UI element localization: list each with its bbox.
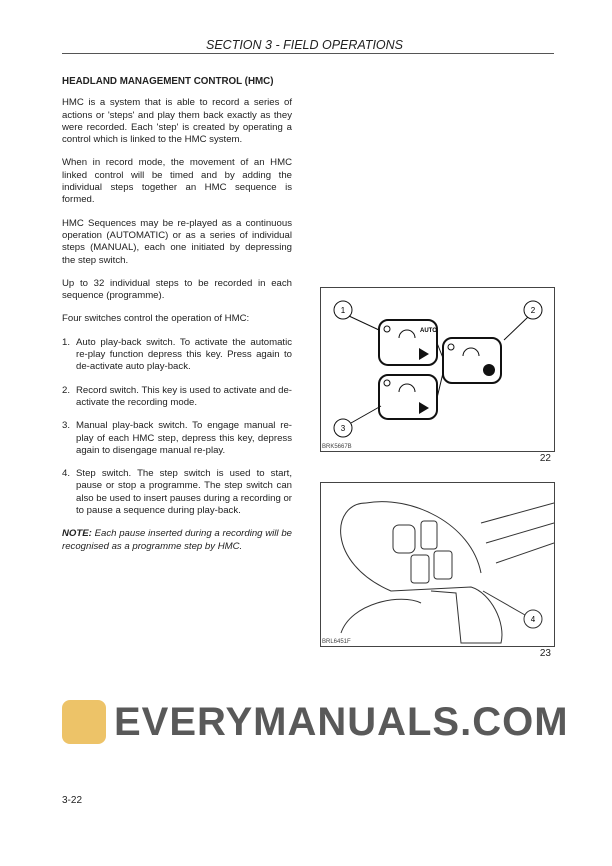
figure-number: 23 bbox=[539, 648, 551, 659]
paragraph: When in record mode, the movement of an HMC linked control will be timed and by adding the individual steps together an HMC sequence is formed. bbox=[62, 157, 292, 206]
paragraph: Up to 32 individual steps to be recorded in each sequence (programme). bbox=[62, 277, 292, 302]
page-number: 3-22 bbox=[62, 795, 83, 806]
section-header: SECTION 3 - FIELD OPERATIONS bbox=[206, 38, 404, 52]
watermark-logo bbox=[62, 700, 106, 744]
list-number: 3. bbox=[62, 420, 71, 432]
header-rule bbox=[62, 53, 554, 54]
list-item bbox=[62, 385, 292, 410]
callout-1: 1 bbox=[340, 306, 346, 315]
paragraph: Four switches control the operation of HMC: bbox=[62, 313, 250, 325]
list-number: 2. bbox=[62, 384, 71, 396]
list-item bbox=[62, 337, 292, 374]
hmc-switch-diagram bbox=[321, 288, 554, 451]
note bbox=[62, 528, 292, 553]
figure-code: BRL6451F bbox=[322, 639, 351, 645]
callout-4: 4 bbox=[530, 615, 536, 624]
figure-hmc-switches bbox=[320, 287, 555, 452]
note-text: Each pause inserted during a recording will be recognised as a programme step by HMC. bbox=[62, 528, 292, 552]
figure-control-lever bbox=[320, 482, 555, 647]
list-number: 1. bbox=[62, 336, 71, 348]
paragraph: HMC Sequences may be re-played as a continuous operation (AUTOMATIC) or as a series of individual steps (MANUAL), each one initiated by depressing the step switch. bbox=[62, 217, 292, 266]
list-item bbox=[62, 420, 292, 457]
list-number: 4. bbox=[62, 468, 71, 480]
list-text: Manual play-back switch. To engage manual re-play of each HMC step, depress this key, depress again to disengage manual re-play. bbox=[76, 420, 292, 456]
list-item bbox=[62, 468, 292, 517]
text-column bbox=[62, 76, 292, 564]
list-text: Auto play-back switch. To activate the automatic re-play function depress this key. Press again to de-activate auto play-back. bbox=[76, 336, 292, 373]
paragraph: HMC is a system that is able to record a series of actions or 'steps' and play them back exactly as they were recorded. Each 'step' is created by operating a control which is linked to the HMC system. bbox=[62, 97, 292, 146]
auto-label: AUTO bbox=[420, 328, 437, 334]
heading: HEADLAND MANAGEMENT CONTROL (HMC) bbox=[62, 76, 274, 87]
list-text: Step switch. The step switch is used to start, pause or stop a programme. The step switch can also be used to insert pauses during a recording or to pause a sequence during play-back. bbox=[76, 468, 292, 517]
list-text: Record switch. This key is used to activate and de-activate the recording mode. bbox=[76, 384, 292, 408]
control-lever-illustration bbox=[321, 483, 554, 646]
callout-3: 3 bbox=[340, 424, 346, 433]
figure-code: BRK5667B bbox=[322, 444, 352, 450]
callout-2: 2 bbox=[530, 306, 536, 315]
note-label: NOTE: bbox=[62, 528, 92, 540]
watermark: EVERYMANUALS.COM bbox=[114, 700, 569, 744]
figure-number: 22 bbox=[539, 453, 551, 464]
